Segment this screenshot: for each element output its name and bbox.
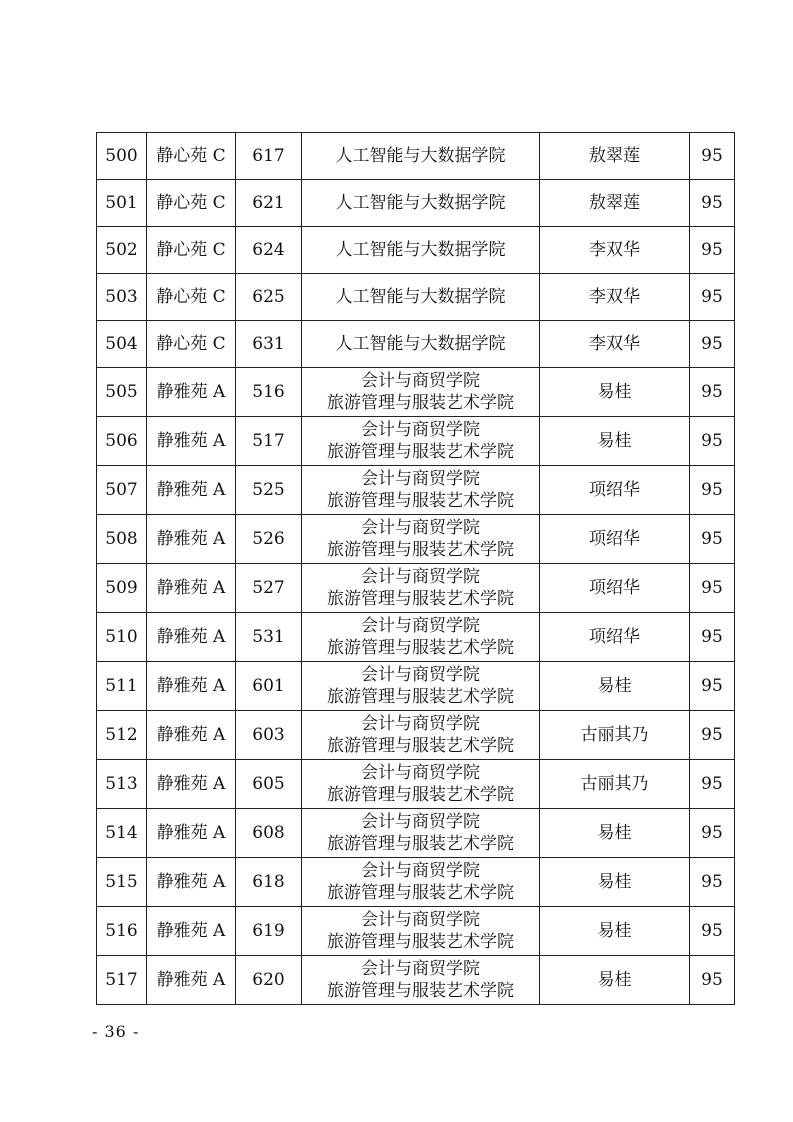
college-name: 旅游管理与服装艺术学院 xyxy=(327,687,514,707)
manager-cell: 易桂 xyxy=(540,809,690,858)
college-cell xyxy=(302,466,540,515)
table-row xyxy=(97,133,735,180)
college-name: 人工智能与大数据学院 xyxy=(335,146,506,166)
college-name: 会计与商贸学院 xyxy=(361,665,480,685)
table-row xyxy=(97,466,735,515)
score-cell: 95 xyxy=(690,564,735,613)
room-number-cell: 619 xyxy=(236,907,302,956)
score-cell: 95 xyxy=(690,466,735,515)
row-number-cell: 506 xyxy=(97,417,147,466)
score-cell: 95 xyxy=(690,180,735,227)
table-row xyxy=(97,180,735,227)
room-number-cell: 621 xyxy=(236,180,302,227)
row-number-cell: 503 xyxy=(97,274,147,321)
manager-cell: 项绍华 xyxy=(540,466,690,515)
table-row xyxy=(97,907,735,956)
table-row xyxy=(97,368,735,417)
college-name: 会计与商贸学院 xyxy=(361,420,480,440)
building-cell: 静心苑 C xyxy=(147,180,236,227)
college-name: 会计与商贸学院 xyxy=(361,371,480,391)
score-cell: 95 xyxy=(690,711,735,760)
room-number-cell: 631 xyxy=(236,321,302,368)
building-cell: 静雅苑 A xyxy=(147,809,236,858)
college-cell xyxy=(302,368,540,417)
building-cell: 静心苑 C xyxy=(147,274,236,321)
score-cell: 95 xyxy=(690,274,735,321)
manager-cell: 易桂 xyxy=(540,662,690,711)
manager-cell: 古丽其乃 xyxy=(540,760,690,809)
room-number-cell: 526 xyxy=(236,515,302,564)
manager-cell: 项绍华 xyxy=(540,515,690,564)
college-cell xyxy=(302,227,540,274)
manager-cell: 古丽其乃 xyxy=(540,711,690,760)
building-cell: 静雅苑 A xyxy=(147,956,236,1005)
room-number-cell: 516 xyxy=(236,368,302,417)
score-cell: 95 xyxy=(690,760,735,809)
college-name: 旅游管理与服装艺术学院 xyxy=(327,883,514,903)
score-cell: 95 xyxy=(690,368,735,417)
college-name: 旅游管理与服装艺术学院 xyxy=(327,785,514,805)
building-cell: 静雅苑 A xyxy=(147,613,236,662)
college-name: 会计与商贸学院 xyxy=(361,469,480,489)
room-number-cell: 624 xyxy=(236,227,302,274)
room-number-cell: 617 xyxy=(236,133,302,180)
building-cell: 静心苑 C xyxy=(147,133,236,180)
building-cell: 静雅苑 A xyxy=(147,760,236,809)
table-row xyxy=(97,858,735,907)
college-name: 会计与商贸学院 xyxy=(361,567,480,587)
row-number-cell: 504 xyxy=(97,321,147,368)
table-body xyxy=(97,133,735,1005)
building-cell: 静雅苑 A xyxy=(147,907,236,956)
college-name: 会计与商贸学院 xyxy=(361,861,480,881)
college-cell xyxy=(302,858,540,907)
room-number-cell: 531 xyxy=(236,613,302,662)
manager-cell: 项绍华 xyxy=(540,564,690,613)
table-row xyxy=(97,417,735,466)
score-cell: 95 xyxy=(690,417,735,466)
college-name: 会计与商贸学院 xyxy=(361,714,480,734)
college-cell xyxy=(302,711,540,760)
college-cell xyxy=(302,956,540,1005)
manager-cell: 易桂 xyxy=(540,858,690,907)
college-name: 旅游管理与服装艺术学院 xyxy=(327,638,514,658)
room-number-cell: 625 xyxy=(236,274,302,321)
building-cell: 静雅苑 A xyxy=(147,417,236,466)
building-cell: 静雅苑 A xyxy=(147,711,236,760)
dormitory-score-table xyxy=(96,132,735,1005)
table-row xyxy=(97,321,735,368)
room-number-cell: 527 xyxy=(236,564,302,613)
college-name: 旅游管理与服装艺术学院 xyxy=(327,393,514,413)
score-cell: 95 xyxy=(690,809,735,858)
manager-cell: 易桂 xyxy=(540,368,690,417)
manager-cell: 敖翠莲 xyxy=(540,133,690,180)
table-row xyxy=(97,809,735,858)
college-name: 旅游管理与服装艺术学院 xyxy=(327,491,514,511)
college-cell xyxy=(302,760,540,809)
score-cell: 95 xyxy=(690,321,735,368)
row-number-cell: 516 xyxy=(97,907,147,956)
room-number-cell: 603 xyxy=(236,711,302,760)
room-number-cell: 608 xyxy=(236,809,302,858)
building-cell: 静心苑 C xyxy=(147,321,236,368)
college-cell xyxy=(302,133,540,180)
building-cell: 静雅苑 A xyxy=(147,368,236,417)
manager-cell: 李双华 xyxy=(540,321,690,368)
room-number-cell: 618 xyxy=(236,858,302,907)
college-cell xyxy=(302,321,540,368)
score-cell: 95 xyxy=(690,613,735,662)
college-name: 人工智能与大数据学院 xyxy=(335,240,506,260)
college-cell xyxy=(302,515,540,564)
building-cell: 静雅苑 A xyxy=(147,515,236,564)
table-row xyxy=(97,956,735,1005)
table-row xyxy=(97,662,735,711)
college-cell xyxy=(302,907,540,956)
college-name: 旅游管理与服装艺术学院 xyxy=(327,589,514,609)
college-cell xyxy=(302,662,540,711)
college-name: 人工智能与大数据学院 xyxy=(335,287,506,307)
score-cell: 95 xyxy=(690,858,735,907)
row-number-cell: 514 xyxy=(97,809,147,858)
manager-cell: 易桂 xyxy=(540,907,690,956)
row-number-cell: 517 xyxy=(97,956,147,1005)
building-cell: 静雅苑 A xyxy=(147,466,236,515)
score-cell: 95 xyxy=(690,956,735,1005)
row-number-cell: 511 xyxy=(97,662,147,711)
college-name: 旅游管理与服装艺术学院 xyxy=(327,540,514,560)
score-cell: 95 xyxy=(690,907,735,956)
row-number-cell: 510 xyxy=(97,613,147,662)
college-name: 旅游管理与服装艺术学院 xyxy=(327,736,514,756)
college-cell xyxy=(302,564,540,613)
college-cell xyxy=(302,417,540,466)
college-name: 会计与商贸学院 xyxy=(361,959,480,979)
score-cell: 95 xyxy=(690,133,735,180)
college-name: 会计与商贸学院 xyxy=(361,616,480,636)
row-number-cell: 515 xyxy=(97,858,147,907)
building-cell: 静心苑 C xyxy=(147,227,236,274)
manager-cell: 李双华 xyxy=(540,274,690,321)
manager-cell: 易桂 xyxy=(540,417,690,466)
college-name: 旅游管理与服装艺术学院 xyxy=(327,981,514,1001)
college-cell xyxy=(302,180,540,227)
score-cell: 95 xyxy=(690,662,735,711)
room-number-cell: 605 xyxy=(236,760,302,809)
row-number-cell: 509 xyxy=(97,564,147,613)
table-row xyxy=(97,613,735,662)
college-cell xyxy=(302,809,540,858)
college-name: 旅游管理与服装艺术学院 xyxy=(327,442,514,462)
row-number-cell: 501 xyxy=(97,180,147,227)
college-name: 旅游管理与服装艺术学院 xyxy=(327,932,514,952)
manager-cell: 敖翠莲 xyxy=(540,180,690,227)
room-number-cell: 601 xyxy=(236,662,302,711)
row-number-cell: 513 xyxy=(97,760,147,809)
table-row xyxy=(97,711,735,760)
manager-cell: 李双华 xyxy=(540,227,690,274)
college-name: 会计与商贸学院 xyxy=(361,763,480,783)
score-cell: 95 xyxy=(690,515,735,564)
college-name: 人工智能与大数据学院 xyxy=(335,334,506,354)
college-name: 会计与商贸学院 xyxy=(361,812,480,832)
table-row xyxy=(97,564,735,613)
score-cell: 95 xyxy=(690,227,735,274)
row-number-cell: 507 xyxy=(97,466,147,515)
row-number-cell: 505 xyxy=(97,368,147,417)
page-number: - 36 - xyxy=(92,1022,140,1041)
row-number-cell: 500 xyxy=(97,133,147,180)
table-row xyxy=(97,515,735,564)
table-row xyxy=(97,227,735,274)
row-number-cell: 508 xyxy=(97,515,147,564)
building-cell: 静雅苑 A xyxy=(147,858,236,907)
row-number-cell: 502 xyxy=(97,227,147,274)
table-row xyxy=(97,760,735,809)
college-name: 会计与商贸学院 xyxy=(361,518,480,538)
manager-cell: 易桂 xyxy=(540,956,690,1005)
table-row xyxy=(97,274,735,321)
room-number-cell: 525 xyxy=(236,466,302,515)
row-number-cell: 512 xyxy=(97,711,147,760)
room-number-cell: 620 xyxy=(236,956,302,1005)
college-cell xyxy=(302,613,540,662)
college-cell xyxy=(302,274,540,321)
college-name: 会计与商贸学院 xyxy=(361,910,480,930)
manager-cell: 项绍华 xyxy=(540,613,690,662)
college-name: 旅游管理与服装艺术学院 xyxy=(327,834,514,854)
building-cell: 静雅苑 A xyxy=(147,564,236,613)
room-number-cell: 517 xyxy=(236,417,302,466)
building-cell: 静雅苑 A xyxy=(147,662,236,711)
college-name: 人工智能与大数据学院 xyxy=(335,193,506,213)
